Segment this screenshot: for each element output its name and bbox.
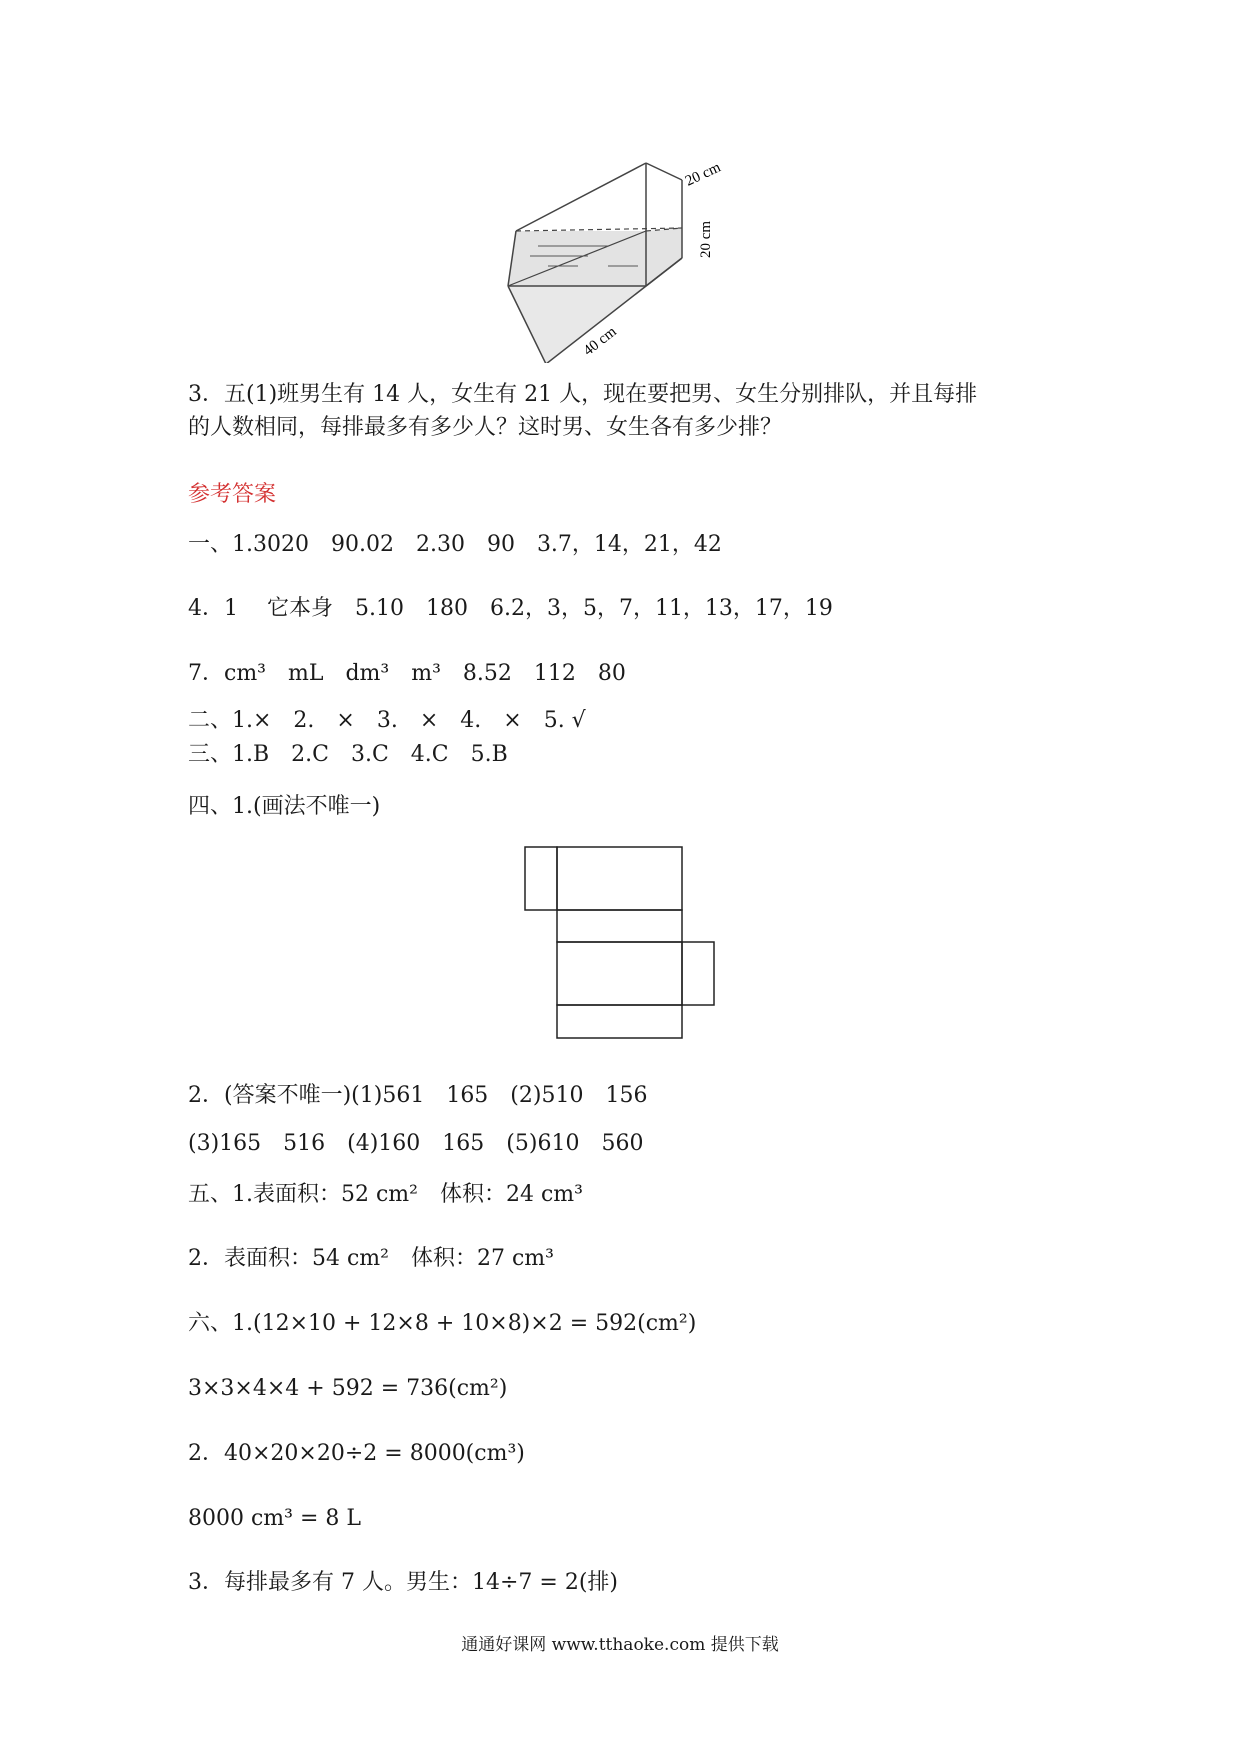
label-20cm-side: 20 cm: [698, 220, 714, 258]
answer-line-7: 2．(答案不唯一)(1)561 165 (2)510 156: [188, 1083, 648, 1108]
answer-line-8: (3)165 516 (4)160 165 (5)610 560: [188, 1131, 644, 1156]
answer-line-4: 二、1.× 2. × 3. × 4. × 5. √: [188, 708, 586, 733]
answer-line-11: 六、1.(12×10 + 12×8 + 10×8)×2 = 592(cm²): [188, 1311, 697, 1336]
answer-heading: 参考答案: [188, 482, 277, 507]
answer-line-3: 7．cm³ mL dm³ m³ 8.52 112 80: [188, 661, 626, 686]
answer-line-6: 四、1.(画法不唯一): [188, 794, 381, 819]
answer-line-9: 五、1.表面积：52 cm² 体积：24 cm³: [188, 1182, 583, 1207]
question3-line2: 的人数相同，每排最多有多少人？这时男、女生各有多少排？: [188, 415, 783, 440]
answer-line-14: 8000 cm³ = 8 L: [188, 1506, 362, 1531]
label-20cm-top: 20 cm: [682, 159, 724, 190]
answer-line-13: 2．40×20×20÷2 = 8000(cm³): [188, 1441, 525, 1466]
question3-line1: 3．五(1)班男生有 14 人，女生有 21 人，现在要把男、女生分别排队，并且每排: [188, 382, 978, 407]
answer-line-5: 三、1.B 2.C 3.C 4.C 5.B: [188, 742, 508, 767]
answer-line-15: 3．每排最多有 7 人。男生：14÷7 = 2(排): [188, 1570, 618, 1595]
prism-figure: [498, 158, 748, 363]
answer-line-2: 4．1 它本身 5.10 180 6.2，3，5，7，11，13，17，19: [188, 596, 833, 621]
cuboid-net-diagram: [524, 846, 724, 1046]
answer-line-10: 2．表面积：54 cm² 体积：27 cm³: [188, 1246, 554, 1271]
label-40cm: 40 cm: [580, 323, 620, 360]
answer-line-12: 3×3×4×4 + 592 = 736(cm²): [188, 1376, 508, 1401]
page-footer: 通通好课网 www.tthaoke.com 提供下载: [461, 1635, 779, 1655]
answer-line-1: 一、1.3020 90.02 2.30 90 3.7，14，21，42: [188, 532, 722, 557]
